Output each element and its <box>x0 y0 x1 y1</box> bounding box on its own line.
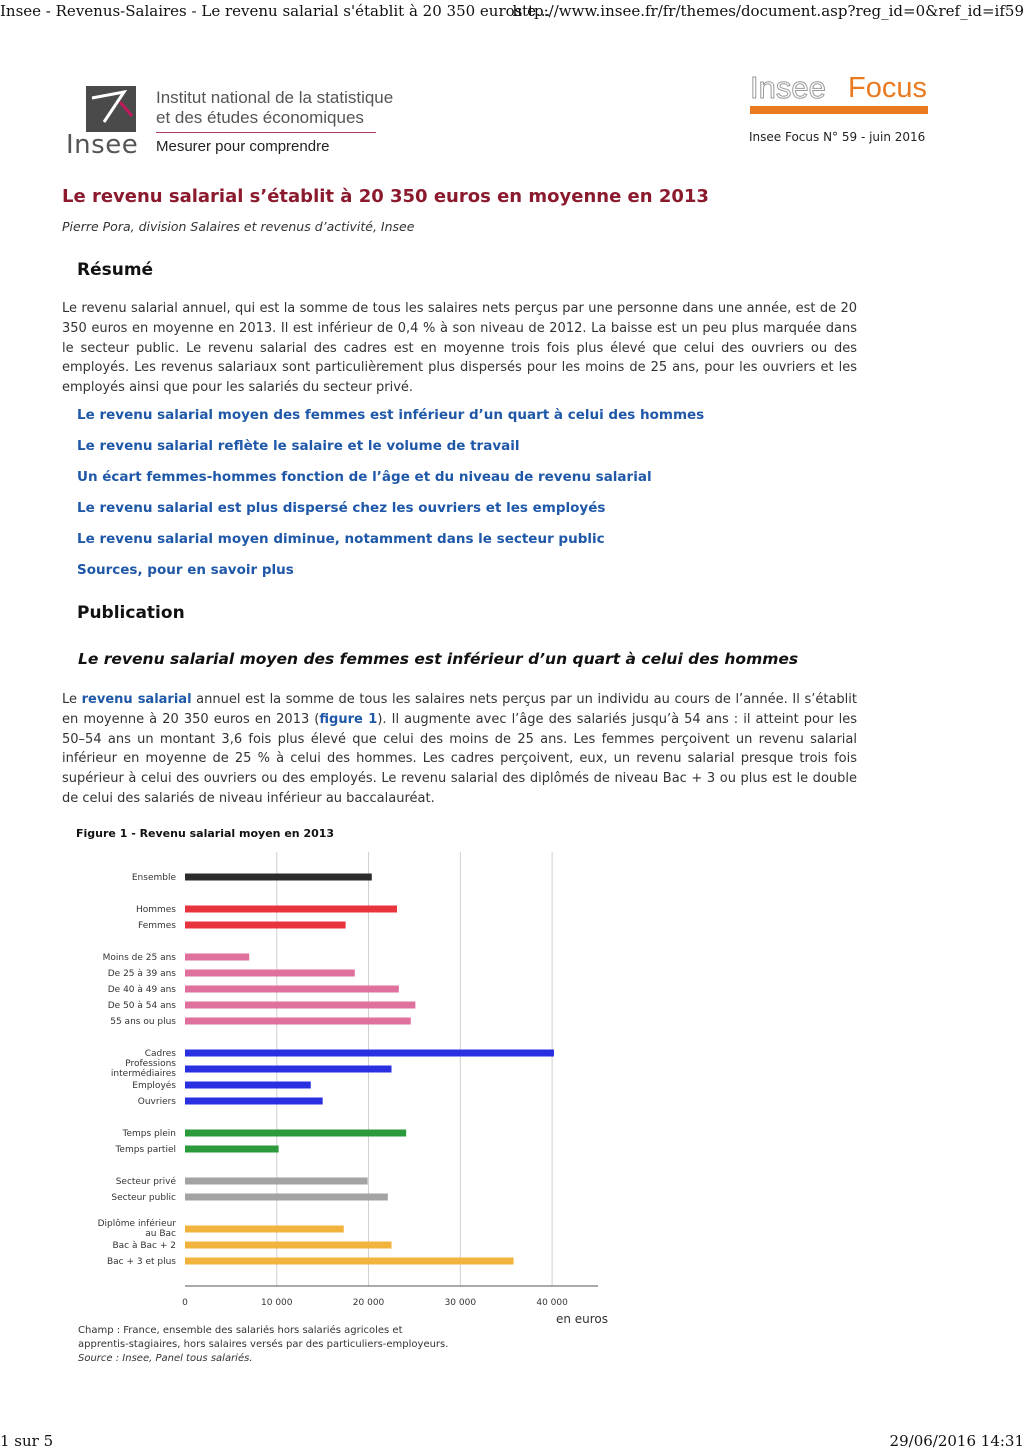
section-title: Le revenu salarial moyen des femmes est inférieur d’un quart à celui des hommes <box>78 650 799 668</box>
chart-bar <box>185 1178 368 1185</box>
chart-category-label: Bac + 3 et plus <box>106 1257 176 1267</box>
chart-category-label: Professions <box>125 1059 176 1069</box>
figure-1-link[interactable]: figure 1 <box>319 711 378 727</box>
paragraph-text-2: annuel est la somme de tous les salaires nets perçus par un individu au cours de l’année. Il s’établit en moyenne à 20 350 euros en 2013 ( <box>62 692 857 727</box>
insee-logo-tagline: Mesurer pour comprendre <box>156 138 330 155</box>
paragraph-text-3: ). Il augmente avec l’âge des salariés jusqu’à 54 ans : il atteint pour les 50–54 ans un montant 3,6 fois plus élevé que celui des moins de 25 ans. Les femmes perçoivent un revenu salarial inférieur en moyenne de 25 % à celui des hommes. Les cadres perçoivent, eux, un revenu salarial presque trois fois supérieur à celui des ouvriers ou des employés. Le revenu salarial des diplômés de niveau Bac + 3 ou plus est le double de celui des salariés de niveau inférieur au baccalauréat. <box>62 711 857 806</box>
paragraph-text-1: Le <box>62 692 82 707</box>
chart-note-source: Source : Insee, Panel tous salariés. <box>78 1353 253 1364</box>
insee-logo-mark-icon <box>86 86 136 132</box>
insee-focus-logo-bar <box>750 106 928 114</box>
chart-bar <box>185 1018 411 1025</box>
publication-paragraph <box>62 690 857 809</box>
print-footer-page: 1 sur 5 <box>0 1432 54 1450</box>
chart-bar <box>185 1258 514 1265</box>
resume-heading: Résumé <box>77 260 154 280</box>
chart-category-label: Employés <box>132 1081 176 1091</box>
chart-category-label: Hommes <box>135 905 176 915</box>
chart-category-label: Femmes <box>138 921 176 931</box>
chart-category-label: au Bac <box>145 1229 176 1239</box>
chart-category-label: Secteur public <box>111 1193 176 1203</box>
chart-x-tick-label: 40 000 <box>536 1298 568 1308</box>
chart-x-tick-label: 10 000 <box>261 1298 293 1308</box>
chart-bar <box>185 922 346 929</box>
insee-focus-logo-part1: Insee <box>750 70 826 105</box>
chart-category-label: Bac à Bac + 2 <box>112 1241 176 1251</box>
chart-bar <box>185 1146 279 1153</box>
issue-number: Insee Focus N° 59 - juin 2016 <box>749 130 926 144</box>
publication-heading: Publication <box>77 603 185 623</box>
chart-bar <box>185 970 355 977</box>
chart-bar <box>185 1082 311 1089</box>
insee-logo-line1: Institut national de la statistique <box>156 88 394 107</box>
chart-bar <box>185 874 372 881</box>
chart-category-label: intermédiaires <box>110 1069 176 1079</box>
chart-bar <box>185 986 399 993</box>
insee-logo[interactable] <box>66 84 406 160</box>
chart-bar <box>185 906 397 913</box>
toc-link-1[interactable]: Le revenu salarial moyen des femmes est inférieur d’un quart à celui des hommes <box>77 407 705 423</box>
chart-category-label: De 25 à 39 ans <box>107 969 176 979</box>
chart-bar <box>185 1194 388 1201</box>
chart-category-label: De 40 à 49 ans <box>107 985 176 995</box>
chart-category-label: Temps plein <box>122 1129 176 1139</box>
chart-category-label: Diplôme inférieur <box>97 1219 176 1229</box>
toc-link-2[interactable]: Le revenu salarial reflète le salaire et le volume de travail <box>77 438 520 454</box>
figure-1-chart <box>60 820 620 1370</box>
print-header-url[interactable]: http://www.insee.fr/fr/themes/document.asp?reg_id=0&ref_id=if59 <box>512 2 1024 20</box>
chart-bar <box>185 1130 406 1137</box>
chart-category-label: 55 ans ou plus <box>110 1017 176 1027</box>
insee-logo-word: Insee <box>66 130 139 160</box>
chart-note-champ-line2: apprentis-stagiaires, hors salaires versés par des particuliers-employeurs. <box>78 1339 449 1350</box>
insee-logo-rule <box>156 132 376 133</box>
insee-logo-line2: et des études économiques <box>156 108 364 127</box>
chart-x-axis-label: en euros <box>555 1312 608 1326</box>
chart-x-tick-label: 20 000 <box>352 1298 385 1308</box>
chart-bar <box>185 1002 415 1009</box>
chart-bar <box>185 1226 344 1233</box>
toc-link-6[interactable]: Sources, pour en savoir plus <box>77 562 294 578</box>
print-footer-datetime: 29/06/2016 14:31 <box>889 1432 1024 1450</box>
chart-bar <box>185 1050 554 1057</box>
print-header-title: Insee - Revenus-Salaires - Le revenu salarial s'établit à 20 350 euros e... <box>0 2 551 20</box>
chart-category-label: Moins de 25 ans <box>102 953 176 963</box>
revenu-salarial-link[interactable]: revenu salarial <box>81 692 192 707</box>
toc-link-4[interactable]: Le revenu salarial est plus dispersé chez les ouvriers et les employés <box>77 500 606 516</box>
chart-category-label: Secteur privé <box>115 1177 176 1187</box>
chart-bar <box>185 1066 392 1073</box>
chart-bar <box>185 954 249 961</box>
chart-title: Figure 1 - Revenu salarial moyen en 2013 <box>76 827 335 840</box>
author: Pierre Pora, division Salaires et revenus d’activité, Insee <box>62 219 415 234</box>
insee-focus-logo <box>740 62 936 120</box>
page-title: Le revenu salarial s’établit à 20 350 euros en moyenne en 2013 <box>62 186 709 207</box>
chart-category-label: De 50 à 54 ans <box>107 1001 176 1011</box>
toc-link-5[interactable]: Le revenu salarial moyen diminue, notamment dans le secteur public <box>77 531 605 547</box>
chart-bar <box>185 1098 323 1105</box>
resume-text: Le revenu salarial annuel, qui est la somme de tous les salaires nets perçus par une personne dans une année, est de 20 350 euros en moyenne en 2013. Il est inférieur de 0,4 % à son niveau de 2012. La baisse est un peu plus marquée dans le secteur public. Le revenu salarial des cadres est en moyenne trois fois plus élevé que celui des ouvriers ou des employés. Les revenus salariaux sont particulièrement plus dispersés pour les moins de 25 ans, pour les ouvriers et les employés ainsi que pour les salariés du secteur privé. <box>62 301 857 396</box>
chart-bar <box>185 1242 392 1249</box>
chart-category-label: Temps partiel <box>115 1145 176 1155</box>
chart-category-label: Ensemble <box>131 873 176 883</box>
insee-focus-logo-part2: Focus <box>848 72 927 104</box>
toc-link-3[interactable]: Un écart femmes-hommes fonction de l’âge et du niveau de revenu salarial <box>77 469 652 485</box>
chart-category-label: Cadres <box>144 1049 176 1059</box>
chart-note-champ-line1: Champ : France, ensemble des salariés hors salariés agricoles et <box>78 1325 403 1336</box>
insee-logo-mark <box>86 86 136 132</box>
chart-category-label: Ouvriers <box>137 1097 176 1107</box>
chart-x-tick-label: 30 000 <box>444 1298 477 1308</box>
chart-x-tick-label: 0 <box>182 1298 188 1308</box>
